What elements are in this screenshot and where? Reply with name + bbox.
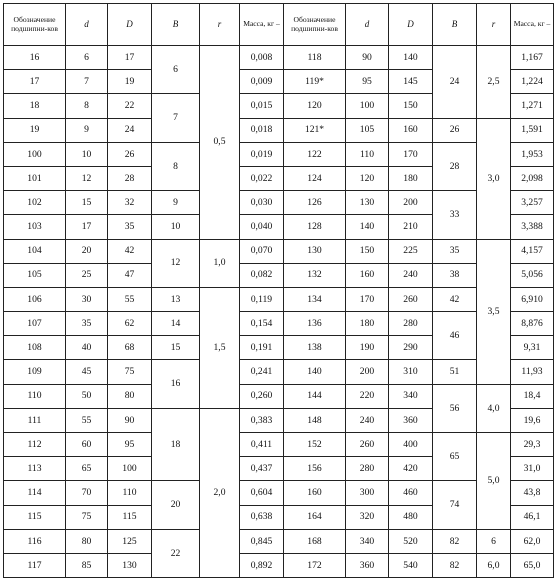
inner-diameter-cell: 360 (346, 553, 389, 577)
inner-diameter-cell: 105 (346, 118, 389, 142)
designation-cell: 103 (4, 215, 66, 239)
outer-diameter-cell: 460 (389, 481, 433, 505)
inner-diameter-cell: 6 (66, 46, 108, 70)
designation-cell: 122 (284, 142, 346, 166)
outer-diameter-cell: 24 (108, 118, 152, 142)
inner-diameter-cell: 40 (66, 336, 108, 360)
header-designation-left: Обозначение подшипни-ков (4, 4, 66, 46)
designation-cell: 115 (4, 505, 66, 529)
inner-diameter-cell: 300 (346, 481, 389, 505)
outer-diameter-cell: 22 (108, 94, 152, 118)
mass-cell: 0,008 (240, 46, 284, 70)
inner-diameter-cell: 190 (346, 336, 389, 360)
outer-diameter-cell: 280 (389, 312, 433, 336)
mass-cell: 0,260 (240, 384, 284, 408)
mass-cell: 1,224 (511, 70, 554, 94)
mass-cell: 0,604 (240, 481, 284, 505)
header-r-right: r (477, 4, 511, 46)
table-row (4, 46, 554, 70)
width-cell: 20 (152, 481, 200, 529)
designation-cell: 148 (284, 408, 346, 432)
header-designation-right: Обозначение подшипни-ков (284, 4, 346, 46)
outer-diameter-cell: 170 (389, 142, 433, 166)
designation-cell: 140 (284, 360, 346, 384)
outer-diameter-cell: 42 (108, 239, 152, 263)
mass-cell: 11,93 (511, 360, 554, 384)
outer-diameter-cell: 75 (108, 360, 152, 384)
radius-cell: 1,5 (200, 287, 240, 408)
outer-diameter-cell: 160 (389, 118, 433, 142)
header-D-right: D (389, 4, 433, 46)
table-row (4, 142, 554, 166)
designation-cell: 107 (4, 312, 66, 336)
inner-diameter-cell: 150 (346, 239, 389, 263)
outer-diameter-cell: 115 (108, 505, 152, 529)
inner-diameter-cell: 60 (66, 433, 108, 457)
mass-cell: 0,009 (240, 70, 284, 94)
outer-diameter-cell: 35 (108, 215, 152, 239)
width-cell: 38 (433, 263, 477, 287)
outer-diameter-cell: 19 (108, 70, 152, 94)
inner-diameter-cell: 8 (66, 94, 108, 118)
outer-diameter-cell: 290 (389, 336, 433, 360)
mass-cell: 1,167 (511, 46, 554, 70)
designation-cell: 130 (284, 239, 346, 263)
inner-diameter-cell: 320 (346, 505, 389, 529)
table-row (4, 263, 554, 287)
table-row (4, 312, 554, 336)
bearing-table (3, 3, 554, 578)
designation-cell: 121* (284, 118, 346, 142)
mass-cell: 0,638 (240, 505, 284, 529)
outer-diameter-cell: 260 (389, 287, 433, 311)
designation-cell: 172 (284, 553, 346, 577)
header-r-left: r (200, 4, 240, 46)
mass-cell: 0,411 (240, 433, 284, 457)
table-row (4, 360, 554, 384)
inner-diameter-cell: 9 (66, 118, 108, 142)
designation-cell: 101 (4, 166, 66, 190)
mass-cell: 0,019 (240, 142, 284, 166)
mass-cell: 0,845 (240, 529, 284, 553)
designation-cell: 16 (4, 46, 66, 70)
designation-cell: 117 (4, 553, 66, 577)
outer-diameter-cell: 62 (108, 312, 152, 336)
radius-cell: 0,5 (200, 46, 240, 240)
designation-cell: 119* (284, 70, 346, 94)
width-cell: 56 (433, 384, 477, 432)
inner-diameter-cell: 55 (66, 408, 108, 432)
outer-diameter-cell: 125 (108, 529, 152, 553)
width-cell: 42 (433, 287, 477, 311)
mass-cell: 0,437 (240, 457, 284, 481)
designation-cell: 156 (284, 457, 346, 481)
width-cell: 12 (152, 239, 200, 287)
inner-diameter-cell: 30 (66, 287, 108, 311)
designation-cell: 102 (4, 191, 66, 215)
inner-diameter-cell: 260 (346, 433, 389, 457)
inner-diameter-cell: 15 (66, 191, 108, 215)
outer-diameter-cell: 32 (108, 191, 152, 215)
inner-diameter-cell: 130 (346, 191, 389, 215)
table-row (4, 481, 554, 505)
width-cell: 16 (152, 360, 200, 408)
designation-cell: 134 (284, 287, 346, 311)
mass-cell: 43,8 (511, 481, 554, 505)
designation-cell: 114 (4, 481, 66, 505)
inner-diameter-cell: 200 (346, 360, 389, 384)
width-cell: 65 (433, 433, 477, 481)
mass-cell: 3,257 (511, 191, 554, 215)
header-row (4, 4, 554, 46)
header-d-right: d (346, 4, 389, 46)
mass-cell: 0,241 (240, 360, 284, 384)
mass-cell: 6,910 (511, 287, 554, 311)
outer-diameter-cell: 520 (389, 529, 433, 553)
inner-diameter-cell: 100 (346, 94, 389, 118)
outer-diameter-cell: 17 (108, 46, 152, 70)
header-mass-right: Масса, кг – (511, 4, 554, 46)
outer-diameter-cell: 400 (389, 433, 433, 457)
designation-cell: 138 (284, 336, 346, 360)
table-row (4, 239, 554, 263)
outer-diameter-cell: 26 (108, 142, 152, 166)
outer-diameter-cell: 540 (389, 553, 433, 577)
inner-diameter-cell: 10 (66, 142, 108, 166)
outer-diameter-cell: 200 (389, 191, 433, 215)
outer-diameter-cell: 28 (108, 166, 152, 190)
designation-cell: 100 (4, 142, 66, 166)
inner-diameter-cell: 75 (66, 505, 108, 529)
designation-cell: 124 (284, 166, 346, 190)
width-cell: 35 (433, 239, 477, 263)
table-row (4, 287, 554, 311)
designation-cell: 113 (4, 457, 66, 481)
inner-diameter-cell: 95 (346, 70, 389, 94)
mass-cell: 8,876 (511, 312, 554, 336)
designation-cell: 18 (4, 94, 66, 118)
outer-diameter-cell: 340 (389, 384, 433, 408)
width-cell: 8 (152, 142, 200, 190)
inner-diameter-cell: 80 (66, 529, 108, 553)
designation-cell: 128 (284, 215, 346, 239)
inner-diameter-cell: 140 (346, 215, 389, 239)
designation-cell: 17 (4, 70, 66, 94)
mass-cell: 0,082 (240, 263, 284, 287)
designation-cell: 164 (284, 505, 346, 529)
header-B-left: B (152, 4, 200, 46)
width-cell: 18 (152, 408, 200, 481)
outer-diameter-cell: 95 (108, 433, 152, 457)
mass-cell: 0,191 (240, 336, 284, 360)
width-cell: 7 (152, 94, 200, 142)
radius-cell: 1,0 (200, 239, 240, 287)
inner-diameter-cell: 280 (346, 457, 389, 481)
width-cell: 26 (433, 118, 477, 142)
mass-cell: 0,383 (240, 408, 284, 432)
header-D-left: D (108, 4, 152, 46)
mass-cell: 0,892 (240, 553, 284, 577)
designation-cell: 144 (284, 384, 346, 408)
designation-cell: 105 (4, 263, 66, 287)
mass-cell: 5,056 (511, 263, 554, 287)
mass-cell: 0,030 (240, 191, 284, 215)
designation-cell: 104 (4, 239, 66, 263)
table-row (4, 529, 554, 553)
inner-diameter-cell: 85 (66, 553, 108, 577)
designation-cell: 19 (4, 118, 66, 142)
mass-cell: 46,1 (511, 505, 554, 529)
designation-cell: 106 (4, 287, 66, 311)
designation-cell: 152 (284, 433, 346, 457)
outer-diameter-cell: 130 (108, 553, 152, 577)
outer-diameter-cell: 90 (108, 408, 152, 432)
radius-cell: 6,0 (477, 553, 511, 577)
outer-diameter-cell: 140 (389, 46, 433, 70)
mass-cell: 1,271 (511, 94, 554, 118)
width-cell: 9 (152, 191, 200, 215)
outer-diameter-cell: 47 (108, 263, 152, 287)
designation-cell: 168 (284, 529, 346, 553)
inner-diameter-cell: 90 (346, 46, 389, 70)
width-cell: 51 (433, 360, 477, 384)
outer-diameter-cell: 480 (389, 505, 433, 529)
radius-cell: 2,5 (477, 46, 511, 119)
inner-diameter-cell: 110 (346, 142, 389, 166)
radius-cell: 3,0 (477, 118, 511, 239)
inner-diameter-cell: 45 (66, 360, 108, 384)
header-B-right: B (433, 4, 477, 46)
radius-cell: 3,5 (477, 239, 511, 384)
inner-diameter-cell: 220 (346, 384, 389, 408)
outer-diameter-cell: 80 (108, 384, 152, 408)
inner-diameter-cell: 50 (66, 384, 108, 408)
mass-cell: 62,0 (511, 529, 554, 553)
mass-cell: 0,015 (240, 94, 284, 118)
width-cell: 74 (433, 481, 477, 529)
mass-cell: 18,4 (511, 384, 554, 408)
outer-diameter-cell: 100 (108, 457, 152, 481)
width-cell: 13 (152, 287, 200, 311)
designation-cell: 120 (284, 94, 346, 118)
designation-cell: 118 (284, 46, 346, 70)
mass-cell: 0,022 (240, 166, 284, 190)
radius-cell: 2,0 (200, 408, 240, 577)
radius-cell: 6 (477, 529, 511, 553)
inner-diameter-cell: 17 (66, 215, 108, 239)
mass-cell: 0,070 (240, 239, 284, 263)
mass-cell: 19,6 (511, 408, 554, 432)
designation-cell: 132 (284, 263, 346, 287)
inner-diameter-cell: 170 (346, 287, 389, 311)
header-d-left: d (66, 4, 108, 46)
width-cell: 46 (433, 312, 477, 360)
outer-diameter-cell: 145 (389, 70, 433, 94)
width-cell: 82 (433, 529, 477, 553)
inner-diameter-cell: 160 (346, 263, 389, 287)
mass-cell: 3,388 (511, 215, 554, 239)
mass-cell: 9,31 (511, 336, 554, 360)
outer-diameter-cell: 180 (389, 166, 433, 190)
mass-cell: 1,953 (511, 142, 554, 166)
mass-cell: 0,154 (240, 312, 284, 336)
width-cell: 28 (433, 142, 477, 190)
table-row (4, 191, 554, 215)
width-cell: 82 (433, 553, 477, 577)
mass-cell: 31,0 (511, 457, 554, 481)
width-cell: 14 (152, 312, 200, 336)
outer-diameter-cell: 310 (389, 360, 433, 384)
designation-cell: 136 (284, 312, 346, 336)
mass-cell: 29,3 (511, 433, 554, 457)
outer-diameter-cell: 55 (108, 287, 152, 311)
width-cell: 10 (152, 215, 200, 239)
inner-diameter-cell: 25 (66, 263, 108, 287)
table-row (4, 384, 554, 408)
outer-diameter-cell: 210 (389, 215, 433, 239)
table-row (4, 118, 554, 142)
designation-cell: 160 (284, 481, 346, 505)
outer-diameter-cell: 110 (108, 481, 152, 505)
inner-diameter-cell: 7 (66, 70, 108, 94)
inner-diameter-cell: 20 (66, 239, 108, 263)
designation-cell: 109 (4, 360, 66, 384)
table-row (4, 553, 554, 577)
mass-cell: 65,0 (511, 553, 554, 577)
radius-cell: 4,0 (477, 384, 511, 432)
mass-cell: 4,157 (511, 239, 554, 263)
mass-cell: 0,119 (240, 287, 284, 311)
inner-diameter-cell: 340 (346, 529, 389, 553)
outer-diameter-cell: 68 (108, 336, 152, 360)
mass-cell: 1,591 (511, 118, 554, 142)
outer-diameter-cell: 150 (389, 94, 433, 118)
designation-cell: 116 (4, 529, 66, 553)
inner-diameter-cell: 12 (66, 166, 108, 190)
width-cell: 22 (152, 529, 200, 577)
inner-diameter-cell: 65 (66, 457, 108, 481)
width-cell: 6 (152, 46, 200, 94)
table-row (4, 433, 554, 457)
designation-cell: 110 (4, 384, 66, 408)
outer-diameter-cell: 240 (389, 263, 433, 287)
mass-cell: 0,040 (240, 215, 284, 239)
inner-diameter-cell: 120 (346, 166, 389, 190)
width-cell: 33 (433, 191, 477, 239)
width-cell: 15 (152, 336, 200, 360)
designation-cell: 111 (4, 408, 66, 432)
outer-diameter-cell: 360 (389, 408, 433, 432)
outer-diameter-cell: 420 (389, 457, 433, 481)
inner-diameter-cell: 180 (346, 312, 389, 336)
inner-diameter-cell: 35 (66, 312, 108, 336)
designation-cell: 108 (4, 336, 66, 360)
inner-diameter-cell: 240 (346, 408, 389, 432)
width-cell: 24 (433, 46, 477, 119)
inner-diameter-cell: 70 (66, 481, 108, 505)
designation-cell: 126 (284, 191, 346, 215)
header-mass-left: Масса, кг – (240, 4, 284, 46)
outer-diameter-cell: 225 (389, 239, 433, 263)
mass-cell: 0,018 (240, 118, 284, 142)
radius-cell: 5,0 (477, 433, 511, 530)
designation-cell: 112 (4, 433, 66, 457)
mass-cell: 2,098 (511, 166, 554, 190)
